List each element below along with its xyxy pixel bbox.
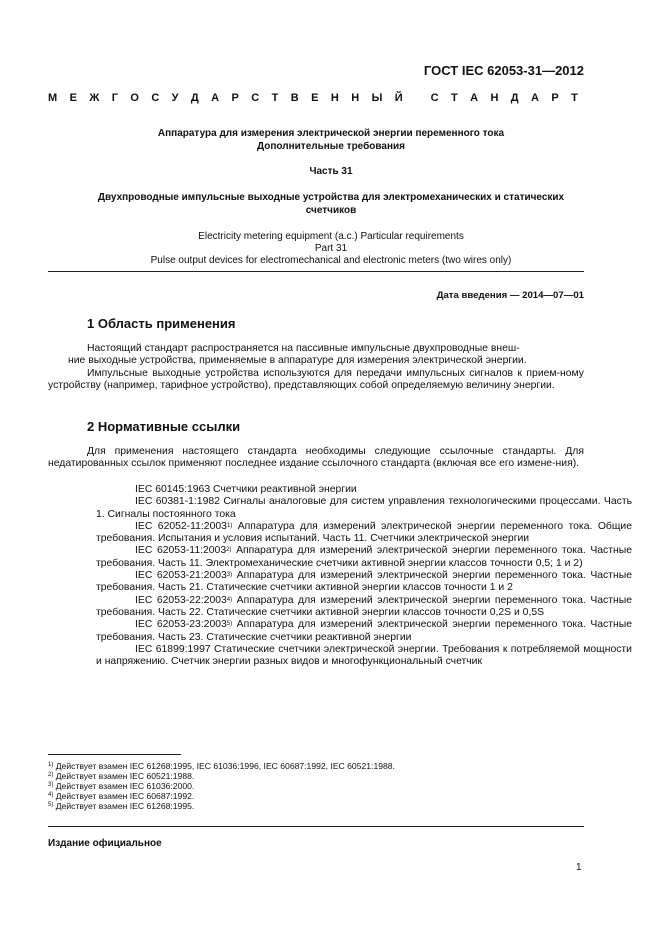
footnote-marker: 5) xyxy=(226,621,233,628)
footnote xyxy=(48,761,395,771)
reference-code: IEC 62053-22:2003 xyxy=(135,594,227,606)
banner-letter: Т xyxy=(271,92,279,104)
reference-code: IEC 62053-11:2003 xyxy=(135,545,227,557)
footnotes xyxy=(48,761,395,811)
title-rule xyxy=(48,271,584,272)
reference-item xyxy=(96,484,632,496)
banner-letter: Д xyxy=(510,92,519,104)
intro-date: Дата введения — 2014—07—01 xyxy=(436,290,584,301)
footnote-marker: 2) xyxy=(226,547,232,554)
banner-letter: Н xyxy=(330,92,339,104)
reference-code: IEC 61899:1997 xyxy=(135,643,211,655)
section-1-heading: 1 Область применения xyxy=(87,316,236,331)
footnote-marker: 1) xyxy=(226,522,233,529)
reference-code: IEC 60145:1963 xyxy=(135,484,211,495)
standard-banner xyxy=(48,92,578,104)
reference-item xyxy=(96,570,632,595)
section-1-paragraph-1b: ние выходные устройства, применяемые в аппаратуре для измерения электрической энергии. xyxy=(68,355,527,366)
banner-letter: Ы xyxy=(371,92,383,104)
reference-text: Сигналы аналоговые для систем управления технологическими процессами. Часть 1. Сигналы постоянного тока xyxy=(96,496,633,520)
banner-letter: А xyxy=(531,92,539,104)
section-1-paragraph-1a: Настоящий стандарт распространяется на пассивные импульсные двухпроводные внеш- xyxy=(87,343,520,354)
section-2-heading: 2 Нормативные ссылки xyxy=(87,419,241,434)
reference-code: IEC 62052-11:2003 xyxy=(135,520,227,532)
section-2-intro: Для применения настоящего стандарта необходимы следующие ссылочные стандарты. Для недатированных ссылок применяют последнее издание ссылочного стандарта (включая все его измене-ния). xyxy=(48,446,584,470)
footnote-text: Действует взамен IEC 61268:1995. xyxy=(53,801,195,811)
english-title-1: Electricity metering equipment (a.c.) Particular requirements xyxy=(198,231,464,242)
reference-text: Аппаратура для измерений электрической энергии переменного тока. Частные требования. Часть 22. Статические счетчики активной энергии классов точности 0,2S и 0,5S xyxy=(96,594,632,618)
footnote-marker: 3) xyxy=(226,572,233,579)
reference-item xyxy=(96,545,632,570)
footnote-marker: 4) xyxy=(226,596,233,603)
footnote-text: Действует взамен IEC 61268:1995, IEC 61036:1996, IEC 60687:1992, IEC 60521:1988. xyxy=(53,761,395,771)
reference-item xyxy=(96,496,632,521)
banner-letter: Ж xyxy=(89,92,100,104)
banner-letter: Р xyxy=(551,92,559,104)
banner-letter: Е xyxy=(69,92,77,104)
reference-text: Аппаратура для измерений электрической энергии переменного тока. Общие требования. Испытания и условия испытаний. Часть 11. Счетчики электрической энергии xyxy=(96,520,632,545)
footnote-mark: 1) xyxy=(48,762,54,768)
reference-item xyxy=(96,619,632,644)
banner-letter: Т xyxy=(571,92,578,104)
reference-code: IEC 62053-23:2003 xyxy=(135,619,227,631)
banner-letter: Й xyxy=(394,92,403,104)
footnote-text: Действует взамен IEC 60521:1988. xyxy=(53,771,195,781)
banner-letter: У xyxy=(171,92,179,104)
reference-text: Аппаратура для измерений электрической энергии переменного тока. Частные требования. Часть 21. Статические счетчики активной энергии классов точности 1 и 2 xyxy=(96,570,632,594)
references-list xyxy=(48,484,633,668)
banner-letter: Р xyxy=(231,92,239,104)
reference-code: IEC 62053-21:2003 xyxy=(135,570,227,582)
banner-letter: Н xyxy=(490,92,499,104)
footnote xyxy=(48,781,395,791)
banner-letter: О xyxy=(130,92,139,104)
title-line-2: Дополнительные требования xyxy=(257,141,405,152)
banner-letter: Н xyxy=(351,92,360,104)
banner-letter: А xyxy=(470,92,479,104)
footnote xyxy=(48,771,395,781)
subtitle-line-2: счетчиков xyxy=(305,205,357,216)
banner-letter: А xyxy=(211,92,220,104)
banner-letter: С xyxy=(251,92,260,104)
subtitle-line-1: Двухпроводные импульсные выходные устройства для электромеханических и статических xyxy=(97,192,565,203)
reference-code: IEC 60381-1:1982 xyxy=(135,496,220,508)
footnote xyxy=(48,801,395,811)
footer-rule xyxy=(48,826,584,827)
title-part: Часть 31 xyxy=(309,166,353,177)
reference-text: Аппаратура для измерений электрической энергии переменного тока. Частные требования. Часть 11. Электромеханические счетчики активной энергии классов точности 0,5; 1 и 2) xyxy=(96,545,632,569)
banner-letter: Т xyxy=(450,92,458,104)
title-line-1: Аппаратура для измерения электрической энергии переменного тока xyxy=(157,128,505,139)
banner-letter: С xyxy=(430,92,439,104)
reference-item xyxy=(96,644,632,669)
banner-letter: М xyxy=(48,92,58,104)
english-title-3: Pulse output devices for electromechanical and electronic meters (two wires only) xyxy=(150,255,512,266)
reference-text: Аппаратура для измерений электрической энергии переменного тока. Частные требования. Часть 23. Статические счетчики реактивной энергии xyxy=(96,619,632,643)
document-id: ГОСТ IEC 62053-31—2012 xyxy=(423,63,584,78)
banner-letter: Г xyxy=(111,92,118,104)
footnote-mark: 3) xyxy=(48,782,54,788)
reference-text: Счетчики реактивной энергии xyxy=(210,484,357,495)
footnote-text: Действует взамен IEC 60687:1992. xyxy=(53,791,195,801)
footnote xyxy=(48,791,395,801)
reference-item xyxy=(96,521,632,546)
footnote-mark: 5) xyxy=(48,802,54,808)
banner-letter: С xyxy=(151,92,160,104)
reference-text: Статические счетчики электрической энергии. Требования к потребляемой мощности и напряжению. Счетчик энергии разных видов и многофункциональный счетчик xyxy=(96,643,632,668)
banner-letter xyxy=(415,92,418,104)
footnote-mark: 2) xyxy=(48,772,54,778)
footnote-mark: 4) xyxy=(48,792,54,798)
banner-letter: Е xyxy=(311,92,319,104)
english-title-2: Part 31 xyxy=(314,243,348,254)
banner-letter: Д xyxy=(190,92,199,104)
reference-item xyxy=(96,595,632,620)
banner-letter: В xyxy=(290,92,299,104)
footnote-separator xyxy=(48,754,181,755)
page-number: 1 xyxy=(576,862,582,873)
footnote-text: Действует взамен IEC 61036:2000. xyxy=(53,781,195,791)
edition-label: Издание официальное xyxy=(48,838,162,849)
section-1-paragraph-2: Импульсные выходные устройства используются для передачи импульсных сигналов к прием-ному устройству (например, тарифное устройство), представляющих собой определяемую величину энергии. xyxy=(48,368,584,392)
